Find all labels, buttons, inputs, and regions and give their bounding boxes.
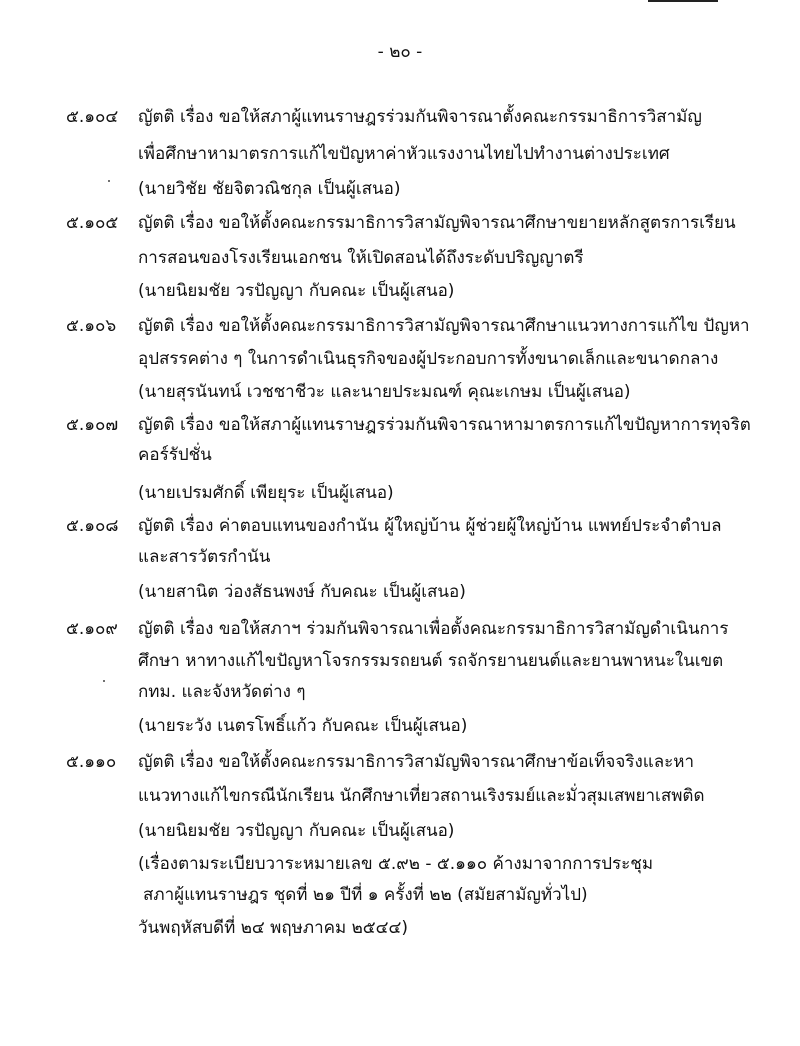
top-rule <box>648 0 718 2</box>
scan-speck <box>108 180 110 182</box>
item-title-line: การสอนของโรงเรียนเอกชน ให้เปิดสอนได้ถึงระดับปริญญาตรี <box>138 248 584 268</box>
item-title-line: กทม. และจังหวัดต่าง ๆ <box>138 682 306 702</box>
item-title-line: และสารวัตรกำนัน <box>138 547 271 567</box>
item-title-line: คอร์รัปชั่น <box>138 445 212 465</box>
item-title-line: ญัตติ เรื่อง ขอให้ตั้งคณะกรรมาธิการวิสามัญพิจารณาศึกษาแนวทางการแก้ไข ปัญหา <box>138 316 750 336</box>
item-title-line: เพื่อศึกษาหามาตรการแก้ไขปัญหาค่าหัวแรงงานไทยไปทำงานต่างประเทศ <box>138 144 670 164</box>
scan-speck <box>103 680 105 682</box>
item-proposer: (นายเปรมศักดิ์ เพียยุระ เป็นผู้เสนอ) <box>138 483 394 503</box>
note-line: วันพฤหัสบดีที่ ๒๔ พฤษภาคม ๒๕๔๔) <box>138 918 409 938</box>
note-line: สภาผู้แทนราษฎร ชุดที่ ๒๑ ปีที่ ๑ ครั้งที่ ๒๒ (สมัยสามัญทั่วไป) <box>143 885 588 905</box>
item-title-line: ญัตติ เรื่อง ขอให้สภาผู้แทนราษฎรร่วมกันพิจารณาตั้งคณะกรรมาธิการวิสามัญ <box>138 107 702 127</box>
item-title-line: ญัตติ เรื่อง ค่าตอบแทนของกำนัน ผู้ใหญ่บ้าน ผู้ช่วยผู้ใหญ่บ้าน แพทย์ประจำตำบล <box>138 516 722 536</box>
item-number: ๕.๑๐๗ <box>66 415 119 435</box>
item-title-line: ญัตติ เรื่อง ขอให้ตั้งคณะกรรมาธิการวิสามัญพิจารณาศึกษาขยายหลักสูตรการเรียน <box>138 213 736 233</box>
item-number: ๕.๑๐๖ <box>66 316 117 336</box>
item-number: ๕.๑๐๘ <box>66 516 119 536</box>
item-title-line: อุปสรรคต่าง ๆ ในการดำเนินธุรกิจของผู้ประกอบการทั้งขนาดเล็กและขนาดกลาง <box>138 349 719 369</box>
item-number: ๕.๑๐๕ <box>66 213 119 233</box>
item-number: ๕.๑๑๐ <box>66 752 117 772</box>
item-title-line: แนวทางแก้ไขกรณีนักเรียน นักศึกษาเที่ยวสถานเริงรมย์และมั่วสุมเสพยาเสพติด <box>138 786 705 806</box>
item-title-line: ญัตติ เรื่อง ขอให้สภาผู้แทนราษฎรร่วมกันพิจารณาหามาตรการแก้ไขปัญหาการทุจริต <box>138 415 751 435</box>
page-number: - ๒๐ - <box>377 42 423 62</box>
item-number: ๕.๑๐๔ <box>66 107 119 127</box>
item-proposer: (นายนิยมชัย วรปัญญา กับคณะ เป็นผู้เสนอ) <box>138 821 455 841</box>
item-title-line: ศึกษา หาทางแก้ไขปัญหาโจรกรรมรถยนต์ รถจักรยานยนต์และยานพาหนะในเขต <box>138 651 724 671</box>
item-proposer: (นายสุรนันทน์ เวชชาชีวะ และนายประมณฑ์ คุณะเกษม เป็นผู้เสนอ) <box>138 382 631 402</box>
item-title-line: ญัตติ เรื่อง ขอให้ตั้งคณะกรรมาธิการวิสามัญพิจารณาศึกษาข้อเท็จจริงและหา <box>138 752 695 772</box>
item-proposer: (นายนิยมชัย วรปัญญา กับคณะ เป็นผู้เสนอ) <box>138 281 455 301</box>
item-number: ๕.๑๐๙ <box>66 619 118 639</box>
item-proposer: (นายวิชัย ชัยจิตวณิชกุล เป็นผู้เสนอ) <box>138 179 401 199</box>
item-title-line: ญัตติ เรื่อง ขอให้สภาฯ ร่วมกันพิจารณาเพื่อตั้งคณะกรรมาธิการวิสามัญดำเนินการ <box>138 619 729 639</box>
item-proposer: (นายระวัง เนตรโพธิ์แก้ว กับคณะ เป็นผู้เสนอ) <box>138 716 468 736</box>
item-proposer: (นายสานิต ว่องสัธนพงษ์ กับคณะ เป็นผู้เสนอ) <box>138 582 466 602</box>
note-line: (เรื่องตามระเบียบวาระหมายเลข ๕.๙๒ - ๕.๑๑๐ ค้างมาจากการประชุม <box>138 854 654 874</box>
